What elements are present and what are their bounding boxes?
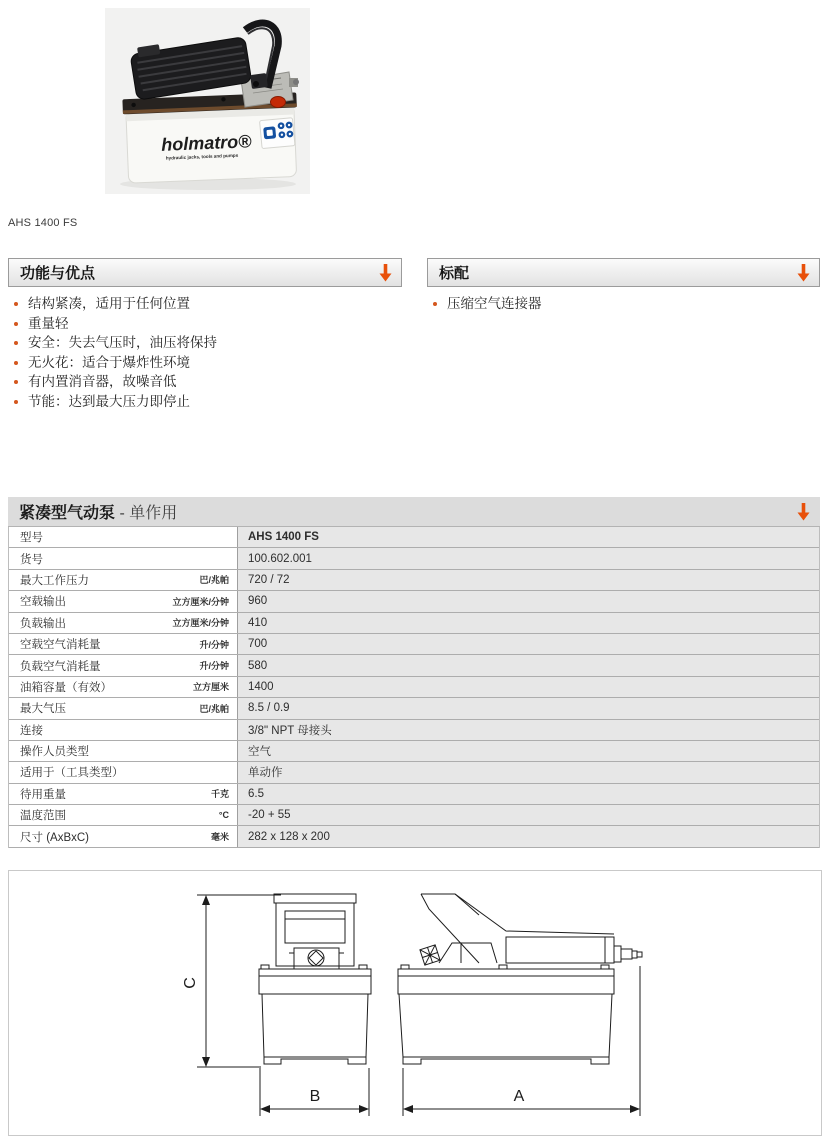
info-sticker xyxy=(260,118,295,149)
row-value: 700 xyxy=(238,634,819,654)
row-value: 8.5 / 0.9 xyxy=(238,698,819,718)
down-arrow-icon xyxy=(378,263,393,282)
table-row xyxy=(9,826,819,847)
list-item-text: 无火花：适合于爆炸性环境 xyxy=(28,354,190,370)
pump-illustration xyxy=(105,8,310,194)
row-label: 负载空气消耗量 xyxy=(20,660,101,673)
row-label-cell xyxy=(9,655,238,675)
table-row xyxy=(9,613,819,634)
down-arrow-icon xyxy=(796,502,811,521)
row-label: 最大工作压力 xyxy=(20,574,89,587)
product-caption: AHS 1400 FS xyxy=(8,217,78,229)
row-label-cell xyxy=(9,762,238,782)
table-row xyxy=(9,784,819,805)
row-value: 空气 xyxy=(238,741,819,761)
table-row xyxy=(9,527,819,548)
row-label: 油箱容量（有效） xyxy=(20,681,112,694)
foot-pedal xyxy=(129,31,252,101)
row-label-cell xyxy=(9,741,238,761)
list-item-text: 有内置消音器，故噪音低 xyxy=(28,374,177,390)
table-row xyxy=(9,634,819,655)
row-value: 6.5 xyxy=(238,784,819,804)
features-section xyxy=(8,258,402,412)
red-cap xyxy=(271,97,286,108)
bullet-icon xyxy=(14,361,18,365)
list-item-text: 节能：达到最大压力即停止 xyxy=(28,393,190,409)
row-label: 连接 xyxy=(20,724,43,737)
row-label-cell xyxy=(9,548,238,568)
list-item-text: 重量轻 xyxy=(28,315,69,331)
row-label-cell xyxy=(9,527,238,547)
row-unit: 升/分钟 xyxy=(199,639,229,650)
spec-title-main: 紧凑型气动泵 xyxy=(19,505,116,522)
table-row xyxy=(9,805,819,826)
list-item-text: 结构紧凑，适用于任何位置 xyxy=(28,296,190,311)
row-label-cell xyxy=(9,591,238,611)
table-row xyxy=(9,548,819,569)
row-label: 温度范围 xyxy=(20,810,66,823)
bullet-icon xyxy=(433,302,437,306)
row-unit: 毫米 xyxy=(210,832,229,843)
list-item xyxy=(8,333,402,353)
table-row xyxy=(9,677,819,698)
row-value: 580 xyxy=(238,655,819,675)
bullet-icon xyxy=(14,341,18,345)
spec-table xyxy=(8,497,820,848)
standard-header xyxy=(427,258,820,287)
row-value: 3/8" NPT 母接头 xyxy=(238,720,819,740)
list-item-text: 安全：失去气压时，油压将保持 xyxy=(28,335,217,351)
technical-drawing xyxy=(9,871,821,1135)
spec-table-title xyxy=(19,500,177,523)
row-value: 410 xyxy=(238,613,819,633)
row-unit: 立方厘米 xyxy=(192,682,229,693)
spec-rows xyxy=(8,527,820,848)
list-item xyxy=(427,294,820,314)
row-label: 型号 xyxy=(20,532,43,545)
row-value: -20 + 55 xyxy=(238,805,819,825)
list-item xyxy=(8,314,402,334)
brand-tagline: hydraulic jacks, tools and pumps xyxy=(165,152,239,161)
standard-section xyxy=(427,258,820,314)
dim-label-b: B xyxy=(309,1088,321,1105)
spec-title-sub: - 单作用 xyxy=(119,505,178,522)
table-row xyxy=(9,741,819,762)
dim-label-c: C xyxy=(182,977,199,989)
row-value: 960 xyxy=(238,591,819,611)
row-value: 100.602.001 xyxy=(238,548,819,568)
row-label-cell xyxy=(9,784,238,804)
row-unit: 巴/兆帕 xyxy=(199,575,229,586)
bullet-icon xyxy=(14,322,18,326)
row-unit: 巴/兆帕 xyxy=(199,703,229,714)
row-unit: 升/分钟 xyxy=(199,661,229,672)
bullet-icon xyxy=(14,400,18,404)
table-row xyxy=(9,655,819,676)
row-label-cell xyxy=(9,634,238,654)
row-label: 空载空气消耗量 xyxy=(20,639,101,652)
row-label: 负载输出 xyxy=(20,617,66,630)
row-label-cell xyxy=(9,698,238,718)
row-label-cell xyxy=(9,826,238,846)
row-unit: 千克 xyxy=(210,789,229,800)
table-row xyxy=(9,698,819,719)
standard-list xyxy=(427,294,820,314)
row-value: AHS 1400 FS xyxy=(238,527,819,547)
row-value: 1400 xyxy=(238,677,819,697)
table-row xyxy=(9,570,819,591)
list-item xyxy=(8,294,402,314)
row-unit: °C xyxy=(218,810,229,821)
standard-title: 标配 xyxy=(439,265,470,282)
spec-table-header xyxy=(8,497,820,527)
row-label: 尺寸 (AxBxC) xyxy=(20,831,89,844)
list-item xyxy=(8,392,402,412)
row-unit: 立方厘米/分钟 xyxy=(172,596,229,607)
row-label: 操作人员类型 xyxy=(20,746,89,759)
product-photo xyxy=(105,8,310,194)
list-item xyxy=(8,372,402,392)
row-unit: 立方厘米/分钟 xyxy=(172,618,229,629)
list-item-text: 压缩空气连接器 xyxy=(447,296,542,311)
row-label: 货号 xyxy=(20,553,43,566)
row-label: 待用重量 xyxy=(20,788,66,801)
table-row xyxy=(9,720,819,741)
features-title: 功能与优点 xyxy=(20,265,96,282)
row-label-cell xyxy=(9,720,238,740)
row-label-cell xyxy=(9,677,238,697)
bullet-icon xyxy=(14,380,18,384)
list-item xyxy=(8,353,402,373)
row-label: 适用于（工具类型） xyxy=(20,767,124,780)
features-header xyxy=(8,258,402,287)
row-value: 720 / 72 xyxy=(238,570,819,590)
brand-logo: holmatro® xyxy=(160,131,252,155)
dimension-drawing xyxy=(8,870,822,1136)
row-label-cell xyxy=(9,805,238,825)
row-value: 282 x 128 x 200 xyxy=(238,826,819,846)
row-label-cell xyxy=(9,613,238,633)
bullet-icon xyxy=(14,302,18,306)
row-label-cell xyxy=(9,570,238,590)
row-label: 最大气压 xyxy=(20,703,66,716)
dim-label-a: A xyxy=(513,1088,525,1105)
features-list xyxy=(8,294,402,412)
table-row xyxy=(9,591,819,612)
row-value: 单动作 xyxy=(238,762,819,782)
table-row xyxy=(9,762,819,783)
row-label: 空载输出 xyxy=(20,596,66,609)
down-arrow-icon xyxy=(796,263,811,282)
